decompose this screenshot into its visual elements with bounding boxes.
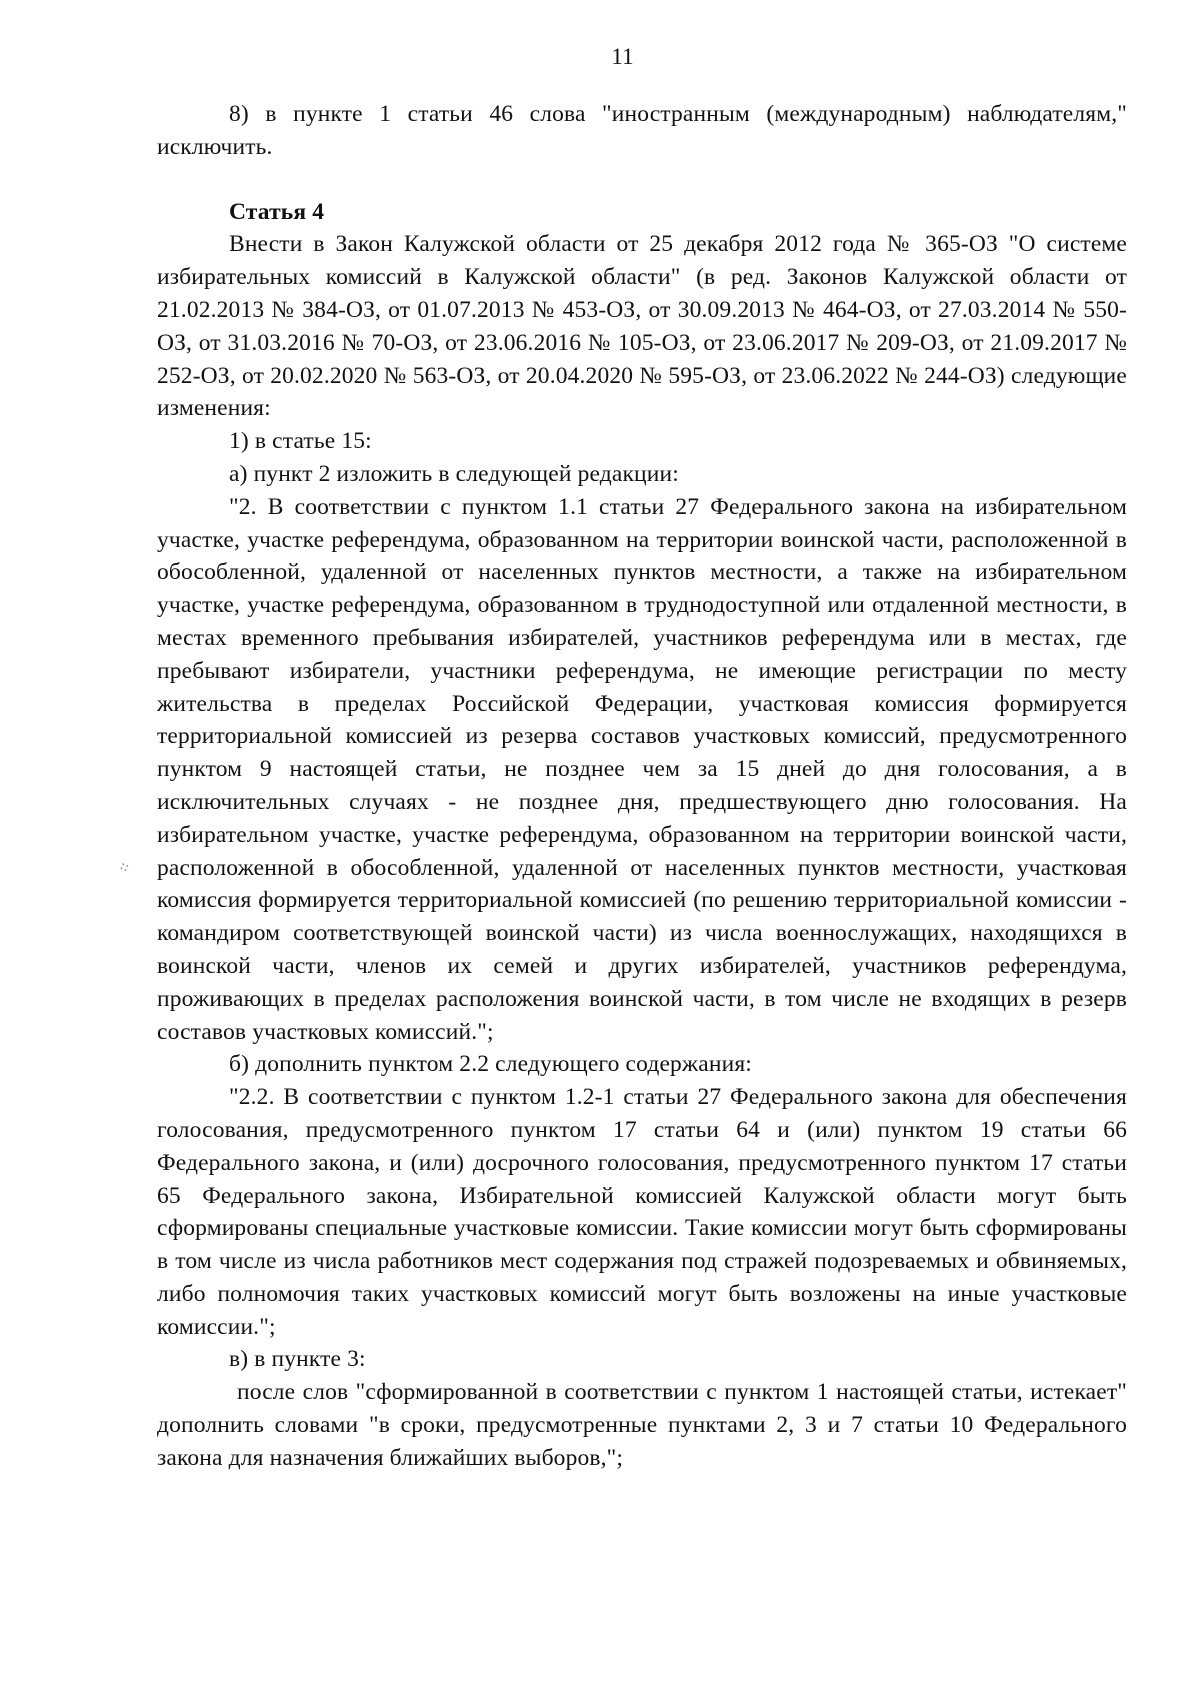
- paragraph-item-1b: б) дополнить пунктом 2.2 следующего содержания:: [229, 1051, 752, 1078]
- paragraph-item-1v: в) в пункте 3:: [229, 1346, 366, 1373]
- paragraph-after-words: после слов "сформированной в соответствии с пунктом 1 настоящей статьи, истекает" дополнить словами "в сроки, предусмотренные пунктами 2, 3 и 7 статьи 10 Федерального закона для назначения ближайших выборов,";: [157, 1379, 1127, 1471]
- article-heading: Статья 4: [229, 198, 325, 225]
- paragraph-intro: Внести в Закон Калужской области от 25 декабря 2012 года № 365-ОЗ "О системе избирательных комиссий в Калужской области" (в ред. Законов Калужской области от 21.02.2013 № 384-ОЗ, от 01.07.2013 № 453-ОЗ, от 30.09.2013 № 464-ОЗ, от 27.03.2014 № 550-ОЗ, от 31.03.2016 № 70-ОЗ, от 23.06.2016 № 105-ОЗ, от 23.06.2017 № 209-ОЗ, от 21.09.2017 № 252-ОЗ, от 20.02.2020 № 563-ОЗ, от 20.04.2020 № 595-ОЗ, от 23.06.2022 № 244-ОЗ) следующие изменения:: [157, 231, 1127, 422]
- paragraph-item-8: 8) в пункте 1 статьи 46 слова "иностранным (международным) наблюдателям," исключить.: [157, 101, 1127, 160]
- page-number: 11: [611, 44, 634, 69]
- scan-artifact-mark: ⁘: [115, 858, 135, 879]
- paragraph-item-1: 1) в статье 15:: [229, 428, 372, 455]
- paragraph-quote-point-2: "2. В соответствии с пунктом 1.1 статьи 27 Федерального закона на избирательном участке, участке референдума, образованном на территории воинской части, расположенной в обособленной, удаленной от населенных пунктов местности, а также на избирательном участке, участке референдума, образованном в труднодоступной или отдаленной местности, в местах временного пребывания избирателей, участников референдума или в местах, где пребывают избиратели, участники референдума, не имеющие регистрации по месту жительства в пределах Российской Федерации, участковая комиссия формируется территориальной комиссией из резерва составов участковых комиссий, предусмотренного пунктом 9 настоящей статьи, не позднее чем за 15 дней до дня голосования, а в исключительных случаях - не позднее дня, предшествующего дню голосования. На избирательном участке, участке референдума, образованном на территории воинской части, расположенной в обособленной, удаленной от населенных пунктов местности, участковая комиссия формируется территориальной комиссией (по решению территориальной комиссии - командиром соответствующей воинской части) из числа военнослужащих, находящихся в воинской части, членов их семей и других избирателей, участников референдума, проживающих в пределах расположения воинской части, в том числе не входящих в резерв составов участковых комиссий.";: [157, 493, 1127, 1045]
- document-body: [157, 98, 1127, 1475]
- paragraph-quote-point-2-2: "2.2. В соответствии с пунктом 1.2-1 статьи 27 Федерального закона для обеспечения голосования, предусмотренного пунктом 17 статьи 64 и (или) пунктом 19 статьи 66 Федерального закона, и (или) досрочного голосования, предусмотренного пунктом 17 статьи 65 Федерального закона, Избирательной комиссией Калужской области могут быть сформированы специальные участковые комиссии. Такие комиссии могут быть сформированы в том числе из числа работников мест содержания под стражей подозреваемых и обвиняемых, либо полномочия таких участковых комиссий могут быть возложены на иные участковые комиссии.";: [157, 1084, 1127, 1340]
- paragraph-item-1a: а) пункт 2 изложить в следующей редакции:: [229, 460, 679, 487]
